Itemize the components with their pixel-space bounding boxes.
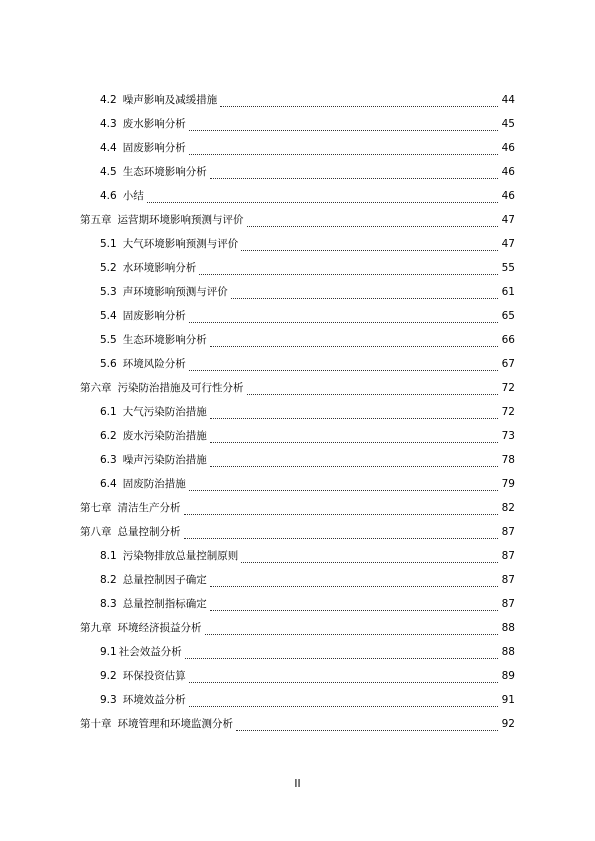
toc-entry-page: 87 bbox=[501, 525, 515, 538]
toc-entry-title: 废水影响分析 bbox=[122, 117, 186, 130]
toc-entry-page: 78 bbox=[501, 453, 515, 466]
toc-entry-page: 46 bbox=[501, 141, 515, 154]
toc-entry-title: 固废防治措施 bbox=[122, 477, 186, 490]
toc-leader-dots bbox=[241, 552, 498, 563]
toc-entry-number: 4.6 bbox=[100, 189, 117, 202]
toc-entry-number: 8.3 bbox=[100, 597, 117, 610]
toc-entry-page: 87 bbox=[501, 597, 515, 610]
toc-leader-dots bbox=[210, 336, 498, 347]
toc-leader-dots bbox=[189, 360, 498, 371]
toc-entry-title: 环保投资估算 bbox=[122, 669, 186, 682]
toc-entry-number: 8.2 bbox=[100, 573, 117, 586]
toc-entry[interactable] bbox=[100, 160, 515, 184]
toc-entry[interactable] bbox=[100, 400, 515, 424]
toc-chapter-entry[interactable] bbox=[80, 376, 515, 400]
toc-leader-dots bbox=[189, 120, 498, 131]
toc-entry-number: 第十章 bbox=[80, 717, 112, 730]
toc-entry-title: 大气环境影响预测与评价 bbox=[122, 237, 239, 250]
toc-leader-dots bbox=[231, 288, 498, 299]
toc-leader-dots bbox=[220, 96, 498, 107]
toc-entry-title: 污染防治措施及可行性分析 bbox=[117, 381, 244, 394]
toc-entry[interactable] bbox=[100, 448, 515, 472]
toc-leader-dots bbox=[189, 144, 498, 155]
toc-entry-number: 5.2 bbox=[100, 261, 117, 274]
toc-entry-number: 第九章 bbox=[80, 621, 112, 634]
toc-chapter-entry[interactable] bbox=[80, 520, 515, 544]
toc-entry[interactable] bbox=[100, 352, 515, 376]
toc-chapter-entry[interactable] bbox=[80, 496, 515, 520]
toc-entry-page: 55 bbox=[501, 261, 515, 274]
toc-leader-dots bbox=[210, 168, 498, 179]
toc-entry-page: 47 bbox=[501, 213, 515, 226]
toc-leader-dots bbox=[189, 672, 498, 683]
toc-entry-title: 固废影响分析 bbox=[122, 141, 186, 154]
toc-entry-page: 87 bbox=[501, 549, 515, 562]
toc-entry-title: 环境风险分析 bbox=[122, 357, 186, 370]
toc-leader-dots bbox=[210, 456, 498, 467]
toc-entry-number: 4.2 bbox=[100, 93, 117, 106]
toc-leader-dots bbox=[189, 312, 498, 323]
toc-entry-page: 91 bbox=[501, 693, 515, 706]
toc-entry-title: 社会效益分析 bbox=[118, 645, 182, 658]
toc-entry-page: 79 bbox=[501, 477, 515, 490]
toc-entry[interactable] bbox=[100, 688, 515, 712]
toc-entry-page: 44 bbox=[501, 93, 515, 106]
toc-entry-page: 73 bbox=[501, 429, 515, 442]
toc-leader-dots bbox=[210, 432, 498, 443]
toc-entry-title: 环境经济损益分析 bbox=[117, 621, 202, 634]
toc-entry[interactable] bbox=[100, 256, 515, 280]
toc-entry-page: 65 bbox=[501, 309, 515, 322]
toc-entry-title: 清洁生产分析 bbox=[117, 501, 181, 514]
toc-entry-page: 89 bbox=[501, 669, 515, 682]
toc-entry-title: 水环境影响分析 bbox=[122, 261, 197, 274]
toc-leader-dots bbox=[210, 600, 498, 611]
toc-entry-title: 生态环境影响分析 bbox=[122, 333, 207, 346]
toc-entry-number: 第七章 bbox=[80, 501, 112, 514]
toc-leader-dots bbox=[247, 216, 499, 227]
toc-entry[interactable] bbox=[100, 424, 515, 448]
toc-entry-number: 4.4 bbox=[100, 141, 117, 154]
toc-entry-number: 第五章 bbox=[80, 213, 112, 226]
toc-entry[interactable] bbox=[100, 136, 515, 160]
toc-entry[interactable] bbox=[100, 112, 515, 136]
toc-entry-page: 45 bbox=[501, 117, 515, 130]
toc-chapter-entry[interactable] bbox=[80, 712, 515, 736]
toc-entry-number: 8.1 bbox=[100, 549, 117, 562]
toc-entry-number: 4.5 bbox=[100, 165, 117, 178]
toc-entry-page: 66 bbox=[501, 333, 515, 346]
toc-entry-number: 6.3 bbox=[100, 453, 117, 466]
toc-entry-title: 运营期环境影响预测与评价 bbox=[117, 213, 244, 226]
toc-entry-title: 总量控制指标确定 bbox=[122, 597, 207, 610]
toc-entry-page: 87 bbox=[501, 573, 515, 586]
toc-entry-number: 第八章 bbox=[80, 525, 112, 538]
toc-entry-title: 总量控制因子确定 bbox=[122, 573, 207, 586]
toc-entry-number: 5.5 bbox=[100, 333, 117, 346]
toc-leader-dots bbox=[189, 696, 498, 707]
toc-entry-number: 6.4 bbox=[100, 477, 117, 490]
toc-entry[interactable] bbox=[100, 280, 515, 304]
toc-leader-dots bbox=[184, 504, 499, 515]
toc-chapter-entry[interactable] bbox=[80, 616, 515, 640]
toc-leader-dots bbox=[210, 576, 498, 587]
toc-entry-title: 大气污染防治措施 bbox=[122, 405, 207, 418]
toc-entry-number: 5.3 bbox=[100, 285, 117, 298]
toc-entry-page: 72 bbox=[501, 381, 515, 394]
toc-entry[interactable] bbox=[100, 568, 515, 592]
toc-entry-title: 总量控制分析 bbox=[117, 525, 181, 538]
toc-leader-dots bbox=[241, 240, 498, 251]
toc-entry-page: 88 bbox=[501, 621, 515, 634]
toc-entry-page: 46 bbox=[501, 189, 515, 202]
toc-leader-dots bbox=[199, 264, 498, 275]
toc-leader-dots bbox=[189, 480, 498, 491]
toc-entry-title: 噪声污染防治措施 bbox=[122, 453, 207, 466]
toc-leader-dots bbox=[147, 192, 498, 203]
toc-entry[interactable] bbox=[100, 88, 515, 112]
toc-entry-number: 第六章 bbox=[80, 381, 112, 394]
toc-chapter-entry[interactable] bbox=[80, 208, 515, 232]
toc-entry[interactable] bbox=[100, 472, 515, 496]
toc-entry-title: 废水污染防治措施 bbox=[122, 429, 207, 442]
toc-entry[interactable] bbox=[100, 304, 515, 328]
toc-entry-title: 环境效益分析 bbox=[122, 693, 186, 706]
toc-entry-title: 小结 bbox=[122, 189, 144, 202]
toc-entry-number: 6.1 bbox=[100, 405, 117, 418]
toc-entry-page: 82 bbox=[501, 501, 515, 514]
toc-entry-title: 声环境影响预测与评价 bbox=[122, 285, 228, 298]
toc-leader-dots bbox=[210, 408, 498, 419]
toc-entry-number: 9.2 bbox=[100, 669, 117, 682]
toc-entry-page: 67 bbox=[501, 357, 515, 370]
toc-entry[interactable] bbox=[100, 184, 515, 208]
toc-entry-page: 92 bbox=[501, 717, 515, 730]
toc-entry[interactable] bbox=[100, 328, 515, 352]
toc-entry-page: 46 bbox=[501, 165, 515, 178]
toc-entry-title: 噪声影响及减缓措施 bbox=[122, 93, 218, 106]
toc-leader-dots bbox=[185, 648, 498, 659]
toc-entry-number: 4.3 bbox=[100, 117, 117, 130]
toc-entry[interactable] bbox=[100, 640, 515, 664]
toc-entry-number: 5.6 bbox=[100, 357, 117, 370]
toc-entry-title: 生态环境影响分析 bbox=[122, 165, 207, 178]
toc-entry-number: 5.1 bbox=[100, 237, 117, 250]
toc-entry[interactable] bbox=[100, 544, 515, 568]
toc-entry-number: 9.1 bbox=[100, 645, 117, 658]
toc-entry-number: 9.3 bbox=[100, 693, 117, 706]
toc-leader-dots bbox=[184, 528, 499, 539]
toc-entry[interactable] bbox=[100, 232, 515, 256]
toc-entry[interactable] bbox=[100, 592, 515, 616]
toc-entry[interactable] bbox=[100, 664, 515, 688]
toc-entry-number: 5.4 bbox=[100, 309, 117, 322]
toc-leader-dots bbox=[247, 384, 499, 395]
toc-entry-number: 6.2 bbox=[100, 429, 117, 442]
toc-entry-page: 61 bbox=[501, 285, 515, 298]
toc-entry-title: 环境管理和环境监测分析 bbox=[117, 717, 233, 730]
page-number-footer: II bbox=[294, 778, 301, 790]
toc-entry-page: 72 bbox=[501, 405, 515, 418]
toc-leader-dots bbox=[205, 624, 499, 635]
toc-entry-page: 47 bbox=[501, 237, 515, 250]
toc-entry-title: 固废影响分析 bbox=[122, 309, 186, 322]
toc-entry-page: 88 bbox=[501, 645, 515, 658]
toc-entry-title: 污染物排放总量控制原则 bbox=[122, 549, 239, 562]
toc-leader-dots bbox=[236, 720, 498, 731]
